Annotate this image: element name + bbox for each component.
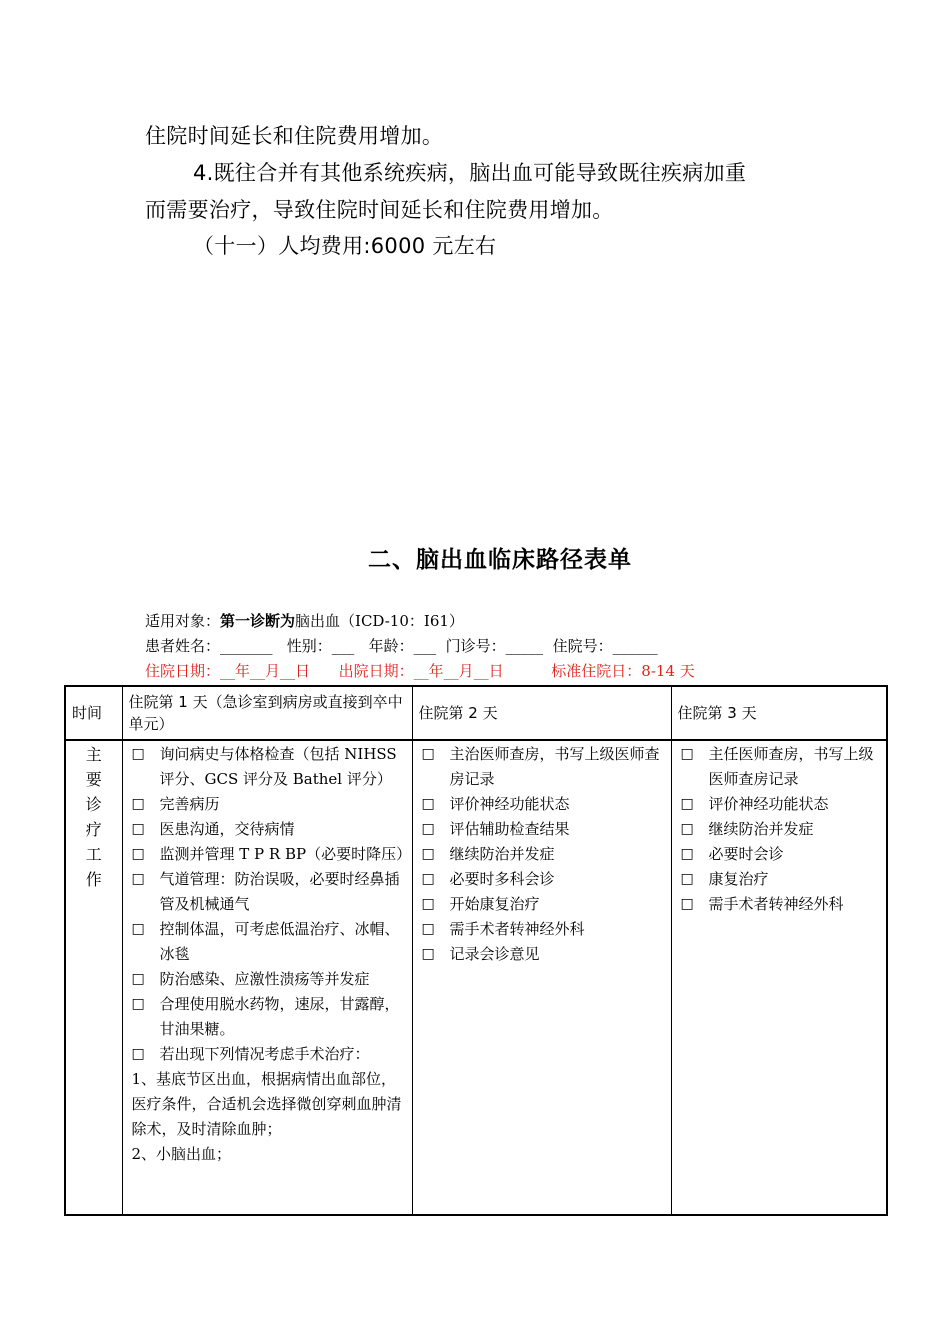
list-item <box>681 742 881 792</box>
checkbox-icon[interactable]: □ <box>131 821 145 837</box>
list-item-text: 主治医师查房，书写上级医师查房记录 <box>449 745 660 788</box>
list-item-text: 评价神经功能状态 <box>708 795 829 813</box>
intro-line-2: 4.既往合并有其他系统疾病，脑出血可能导致既往疾病加重 <box>193 161 747 185</box>
applicable-bold: 第一诊断为 <box>220 612 296 630</box>
list-item-text: 合理使用脱水药物，速尿，甘露醇，甘油果糖。 <box>159 995 400 1038</box>
list-item-text: 气道管理：防治误吸，必要时经鼻插管及机械通气 <box>159 870 400 913</box>
checkbox-icon[interactable]: □ <box>131 746 145 762</box>
checkbox-icon[interactable]: □ <box>421 896 435 912</box>
list-item <box>132 992 406 1042</box>
row-label-char: 作 <box>85 870 102 889</box>
list-item <box>132 742 406 792</box>
checkbox-icon[interactable]: □ <box>680 871 694 887</box>
applicable-suffix: 脑出血（ICD-10：I61） <box>295 612 464 630</box>
row-label-char: 主 <box>85 745 102 764</box>
row-label-char: 疗 <box>85 820 102 839</box>
list-item-text: 监测并管理 T P R BP（必要时降压） <box>159 845 412 863</box>
checkbox-icon[interactable]: □ <box>421 946 435 962</box>
header-day-2: 住院第 2 天 <box>412 686 671 740</box>
table-header-row <box>65 686 887 740</box>
list-item <box>132 967 406 992</box>
intro-line-1: 住院时间延长和住院费用增加。 <box>145 124 444 148</box>
checkbox-icon[interactable]: □ <box>421 821 435 837</box>
checkbox-icon[interactable]: □ <box>421 921 435 937</box>
list-item-text: 记录会诊意见 <box>449 945 540 963</box>
list-item <box>422 892 665 917</box>
list-item-text: 开始康复治疗 <box>449 895 540 913</box>
list-item-text: 继续防治并发症 <box>708 820 814 838</box>
clinical-pathway-table <box>64 685 888 1216</box>
row-label-char: 要 <box>85 770 102 789</box>
list-item <box>422 867 665 892</box>
checkbox-icon[interactable]: □ <box>131 971 145 987</box>
list-item <box>681 817 881 842</box>
list-item-text: 评价神经功能状态 <box>449 795 570 813</box>
row-label-main-work <box>65 740 122 1215</box>
list-item <box>132 792 406 817</box>
checkbox-icon[interactable]: □ <box>680 821 694 837</box>
list-item <box>132 1042 406 1067</box>
hospital-dates-line: 住院日期：__年__月__日 出院日期：__年__月__日 标准住院日：8-14 天 <box>145 662 695 680</box>
checkbox-icon[interactable]: □ <box>680 896 694 912</box>
list-item-text: 医患沟通，交待病情 <box>159 820 295 838</box>
list-item <box>132 917 406 967</box>
checkbox-icon[interactable]: □ <box>131 996 145 1012</box>
header-time: 时间 <box>65 686 122 740</box>
checkbox-icon[interactable]: □ <box>131 796 145 812</box>
checkbox-icon[interactable]: □ <box>680 796 694 812</box>
list-item <box>681 792 881 817</box>
checkbox-icon[interactable]: □ <box>421 796 435 812</box>
list-item <box>422 817 665 842</box>
list-item <box>422 842 665 867</box>
header-day-3: 住院第 3 天 <box>671 686 887 740</box>
list-item-text: 控制体温，可考虑低温治疗、冰帽、冰毯 <box>159 920 400 963</box>
checkbox-icon[interactable]: □ <box>131 921 145 937</box>
list-item <box>681 892 881 917</box>
list-item-text: 必要时多科会诊 <box>449 870 555 888</box>
patient-info-line: 患者姓名：_______ 性别：___ 年龄：___ 门诊号：_____ 住院号：______ <box>145 637 658 655</box>
surgery-note-1: 1、基底节区出血，根据病情出血部位，医疗条件，合适机会选择微创穿刺血肿清除术，及时清除血肿； <box>131 1070 402 1138</box>
checkbox-icon[interactable]: □ <box>131 846 145 862</box>
checkbox-icon[interactable]: □ <box>421 746 435 762</box>
surgery-note-2: 2、小脑出血； <box>131 1145 232 1163</box>
table-row <box>65 740 887 1215</box>
list-item-text: 询问病史与体格检查（包括 NIHSS 评分、GCS 评分及 Bathel 评分） <box>159 745 397 788</box>
list-item-text: 康复治疗 <box>708 870 769 888</box>
list-item-text: 评估辅助检查结果 <box>449 820 570 838</box>
day-1-cell <box>122 740 412 1215</box>
list-item <box>422 942 665 967</box>
header-day-1: 住院第 1 天（急诊室到病房或直接到卒中单元） <box>122 686 412 740</box>
checkbox-icon[interactable]: □ <box>421 871 435 887</box>
checkbox-icon[interactable]: □ <box>131 871 145 887</box>
list-item-text: 需手术者转神经外科 <box>708 895 844 913</box>
list-item <box>681 867 881 892</box>
checkbox-icon[interactable]: □ <box>680 846 694 862</box>
list-item-text: 防治感染、应激性溃疡等并发症 <box>159 970 370 988</box>
section-title: 二、脑出血临床路径表单 <box>368 547 632 573</box>
list-item <box>422 792 665 817</box>
checkbox-icon[interactable]: □ <box>421 846 435 862</box>
list-item <box>681 842 881 867</box>
applicable-target-line <box>145 609 464 633</box>
checkbox-icon[interactable]: □ <box>680 746 694 762</box>
list-item-text: 必要时会诊 <box>708 845 784 863</box>
applicable-prefix: 适用对象： <box>145 612 221 630</box>
row-label-char: 诊 <box>85 795 102 814</box>
list-item <box>132 867 406 917</box>
list-item <box>131 842 412 867</box>
list-item-text: 主任医师查房，书写上级医师查房记录 <box>708 745 874 788</box>
average-cost-line: （十一）人均费用:6000 元左右 <box>193 234 497 258</box>
day-3-cell <box>671 740 887 1215</box>
list-item-text: 继续防治并发症 <box>449 845 555 863</box>
list-item <box>422 742 665 792</box>
list-item-text: 需手术者转神经外科 <box>449 920 585 938</box>
list-item-text: 若出现下列情况考虑手术治疗： <box>159 1045 370 1063</box>
day-2-cell <box>412 740 671 1215</box>
list-item <box>422 917 665 942</box>
list-item <box>132 817 406 842</box>
checkbox-icon[interactable]: □ <box>131 1046 145 1062</box>
row-label-char: 工 <box>85 845 102 864</box>
intro-line-3: 而需要治疗，导致住院时间延长和住院费用增加。 <box>145 198 614 222</box>
list-item-text: 完善病历 <box>159 795 220 813</box>
